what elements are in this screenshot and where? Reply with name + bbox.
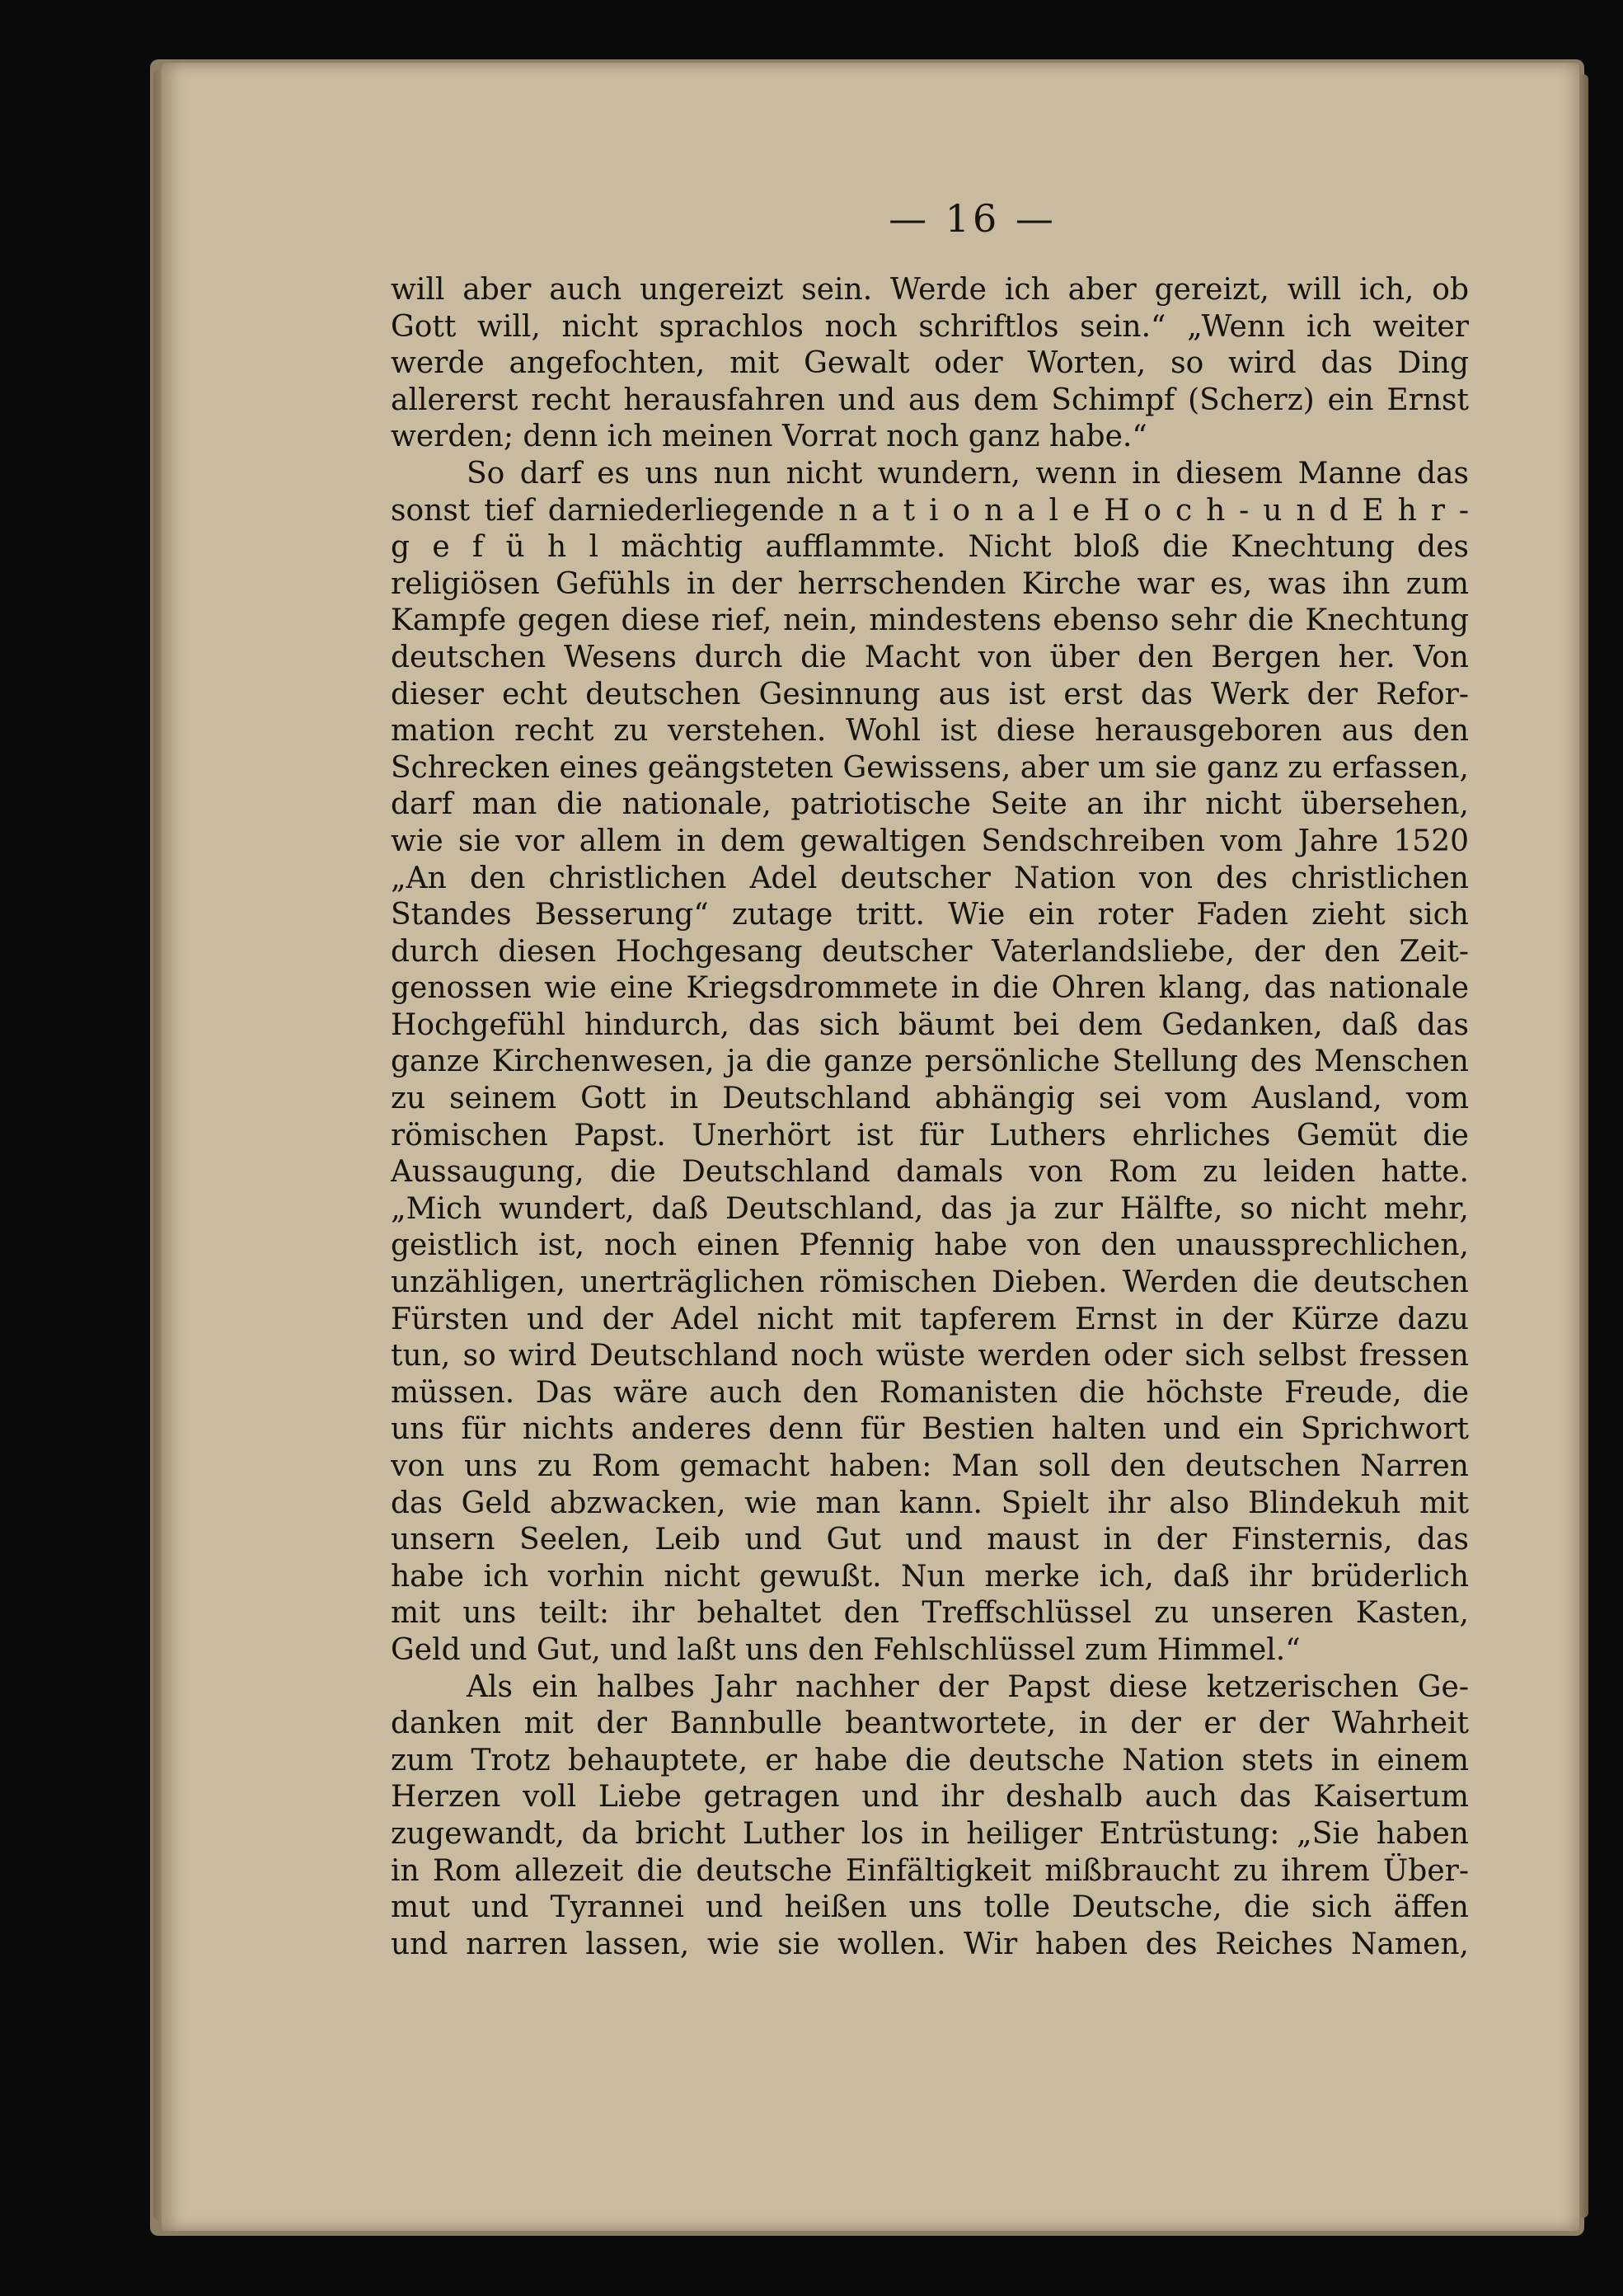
text-line: dieser echt deutschen Gesinnung aus ist erst das Werk der Refor-: [391, 677, 1469, 711]
text-line: allererst recht herausfahren und aus dem Schimpf (Scherz) ein Ernst: [391, 383, 1469, 417]
text-line: mation recht zu verstehen. Wohl ist diese herausgeboren aus den: [391, 714, 1469, 749]
text-line: danken mit der Bannbulle beantwortete, in der er der Wahrheit: [391, 1707, 1469, 1741]
text-line: uns für nichts anderes denn für Bestien halten und ein Sprichwort: [391, 1412, 1469, 1447]
text-line: werden; denn ich meinen Vorrat noch ganz habe.“: [391, 420, 1147, 454]
text-line: und narren lassen, wie sie wollen. Wir haben des Reiches Namen,: [391, 1927, 1469, 1961]
text-line: römischen Papst. Unerhört ist für Luthers ehrliches Gemüt die: [391, 1118, 1469, 1153]
text-line: g e f ü h l mächtig aufflammte. Nicht bloß die Knechtung des: [391, 530, 1469, 565]
text-line: zugewandt, da bricht Luther los in heiliger Entrüstung: „Sie haben: [391, 1816, 1469, 1851]
text-line: wie sie vor allem in dem gewaltigen Sendschreiben vom Jahre 1520: [391, 824, 1469, 858]
text-line: deutschen Wesens durch die Macht von über den Bergen her. Von: [391, 640, 1469, 674]
text-line: müssen. Das wäre auch den Romanisten die höchste Freude, die: [391, 1375, 1469, 1410]
text-line: „Mich wundert, daß Deutschland, das ja zur Hälfte, so nicht mehr,: [391, 1191, 1469, 1226]
text-line: darf man die nationale, patriotische Seite an ihr nicht übersehen,: [391, 787, 1469, 822]
text-line: So darf es uns nun nicht wundern, wenn in diesem Manne das: [467, 456, 1469, 491]
text-line: Als ein halbes Jahr nachher der Papst diese ketzerischen Ge-: [467, 1669, 1469, 1704]
page-number: — 16 —: [889, 196, 1057, 241]
text-line: genossen wie eine Kriegsdrommete in die Ohren klang, das nationale: [391, 971, 1469, 1006]
text-line: religiösen Gefühls in der herrschenden Kirche war es, was ihn zum: [391, 566, 1469, 601]
text-line: mit uns teilt: ihr behaltet den Treffschlüssel zu unseren Kasten,: [391, 1596, 1469, 1631]
text-line: mut und Tyrannei und heißen uns tolle Deutsche, die sich äffen: [391, 1890, 1469, 1925]
text-line: Kampfe gegen diese rief, nein, mindestens ebenso sehr die Knechtung: [391, 603, 1469, 638]
text-line: Hochgefühl hindurch, das sich bäumt bei dem Gedanken, daß das: [391, 1007, 1469, 1042]
text-line: Geld und Gut, und laßt uns den Fehlschlüssel zum Himmel.“: [391, 1632, 1301, 1667]
text-line: Fürsten und der Adel nicht mit tapferem Ernst in der Kürze dazu: [391, 1302, 1469, 1336]
text-line: zum Trotz behauptete, er habe die deutsche Nation stets in einem: [391, 1743, 1469, 1777]
text-line: von uns zu Rom gemacht haben: Man soll den deutschen Narren: [391, 1449, 1469, 1483]
text-line: in Rom allezeit die deutsche Einfältigkeit mißbraucht zu ihrem Über-: [391, 1853, 1469, 1888]
text-line: Herzen voll Liebe getragen und ihr deshalb auch das Kaisertum: [391, 1780, 1469, 1815]
text-line: werde angefochten, mit Gewalt oder Worten, so wird das Ding: [391, 346, 1469, 381]
body-text: [391, 272, 1469, 1963]
text-line: will aber auch ungereizt sein. Werde ich aber gereizt, will ich, ob: [391, 273, 1469, 307]
text-line: tun, so wird Deutschland noch wüste werden oder sich selbst fressen: [391, 1339, 1469, 1373]
text-line: ganze Kirchenwesen, ja die ganze persönliche Stellung des Menschen: [391, 1045, 1469, 1079]
text-line: Gott will, nicht sprachlos noch schriftlos sein.“ „Wenn ich weiter: [391, 309, 1469, 344]
text-line: das Geld abzwacken, wie man kann. Spielt ihr also Blindekuh mit: [391, 1486, 1469, 1520]
text-line: zu seinem Gott in Deutschland abhängig sei vom Ausland, vom: [391, 1082, 1469, 1116]
text-line: Standes Besserung“ zutage tritt. Wie ein roter Faden zieht sich: [391, 898, 1469, 932]
text-line: Aussaugung, die Deutschland damals von Rom zu leiden hatte.: [391, 1155, 1469, 1190]
text-line: durch diesen Hochgesang deutscher Vaterlandsliebe, der den Zeit-: [391, 934, 1469, 969]
text-line: „An den christlichen Adel deutscher Nation von des christlichen: [391, 861, 1469, 895]
text-line: sonst tief darniederliegende n a t i o n a l e H o c h - u n d E h r -: [391, 493, 1469, 528]
text-line: habe ich vorhin nicht gewußt. Nun merke ich, daß ihr brüderlich: [391, 1559, 1469, 1594]
text-line: Schrecken eines geängsteten Gewissens, aber um sie ganz zu erfassen,: [391, 750, 1469, 785]
text-line: unsern Seelen, Leib und Gut und maust in der Finsternis, das: [391, 1523, 1469, 1557]
text-line: unzähligen, unerträglichen römischen Dieben. Werden die deutschen: [391, 1265, 1469, 1300]
text-line: geistlich ist, noch einen Pfennig habe von den unaussprechlichen,: [391, 1228, 1469, 1263]
